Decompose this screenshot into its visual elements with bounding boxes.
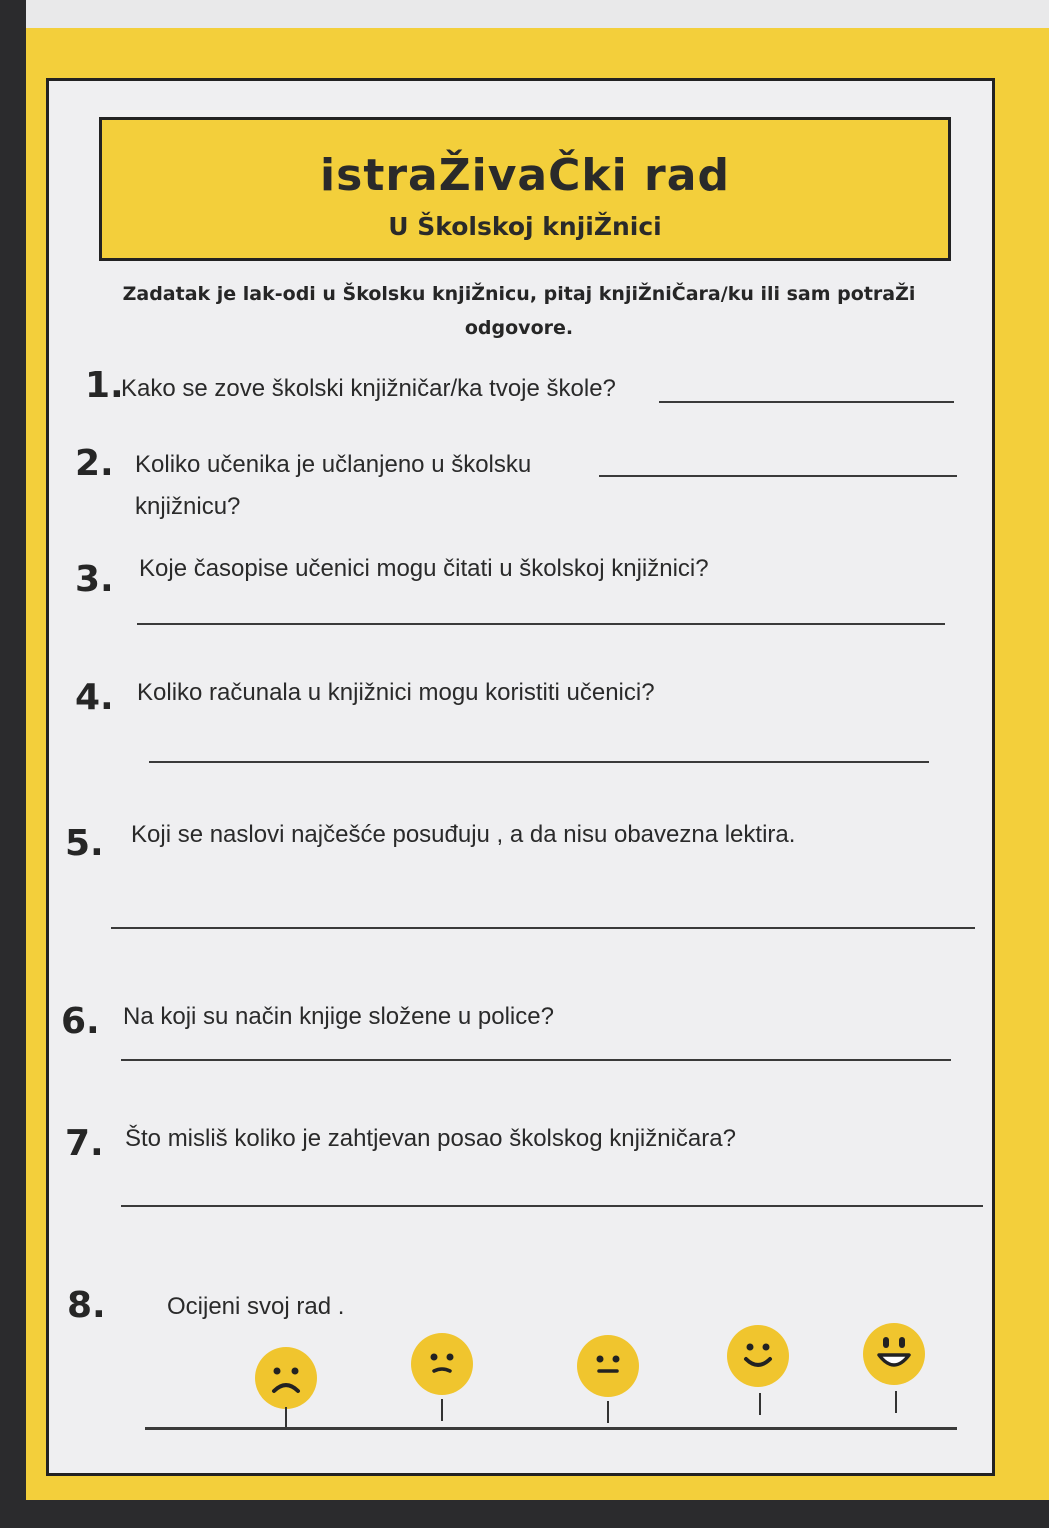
- question-text: Na koji su način knjige složene u police?: [123, 1003, 554, 1030]
- question-text: Koliko računala u knjižnici mogu koristiti učenici?: [137, 679, 655, 706]
- question-text: Koje časopise učenici mogu čitati u školskoj knjižnici?: [139, 555, 709, 582]
- question-number: 4.: [75, 677, 114, 718]
- question-text-continued: knjižnicu?: [135, 493, 241, 520]
- question-number: 2.: [75, 443, 114, 484]
- answer-line[interactable]: [121, 1205, 983, 1207]
- question-number: 5.: [65, 823, 104, 864]
- very-sad-face-icon[interactable]: [255, 1347, 317, 1409]
- question-number: 7.: [65, 1123, 104, 1164]
- answer-line[interactable]: [121, 1059, 951, 1061]
- scale-tick: [441, 1399, 443, 1421]
- title-box: [99, 117, 951, 261]
- answer-line[interactable]: [149, 761, 929, 763]
- question-number: 1.: [85, 365, 124, 406]
- page-title: istraŽivaČki rad: [320, 150, 730, 201]
- sad-face-icon[interactable]: [411, 1333, 473, 1395]
- task-instructions: Zadatak je lak-odi u Školsku knjiŽnicu, pitaj knjiŽniČara/ku ili sam potraŽi odgovore.: [122, 283, 916, 339]
- question-text: Što misliš koliko je zahtjevan posao školskog knjižničara?: [125, 1125, 736, 1152]
- scale-tick: [759, 1393, 761, 1415]
- answer-line[interactable]: [599, 475, 957, 477]
- question-text: Ocijeni svoj rad .: [167, 1293, 345, 1320]
- answer-line[interactable]: [111, 927, 975, 929]
- big-smile-face-icon[interactable]: [863, 1323, 925, 1385]
- rating-baseline: [145, 1427, 957, 1430]
- scale-tick: [285, 1407, 287, 1429]
- question-number: 8.: [67, 1285, 106, 1326]
- question-number: 3.: [75, 559, 114, 600]
- answer-line[interactable]: [659, 401, 954, 403]
- neutral-face-icon[interactable]: [577, 1335, 639, 1397]
- scale-tick: [895, 1391, 897, 1413]
- scale-tick: [607, 1401, 609, 1423]
- question-number: 6.: [61, 1001, 100, 1042]
- question-text: Koliko učenika je učlanjeno u školsku: [135, 451, 532, 478]
- page-subtitle: U Školskoj knjiŽnici: [388, 212, 662, 241]
- question-text: Kako se zove školski knjižničar/ka tvoje škole?: [121, 375, 616, 402]
- smile-face-icon[interactable]: [727, 1325, 789, 1387]
- answer-line[interactable]: [137, 623, 945, 625]
- worksheet: [46, 78, 995, 1476]
- question-text: Koji se naslovi najčešće posuđuju , a da nisu obavezna lektira.: [131, 821, 796, 848]
